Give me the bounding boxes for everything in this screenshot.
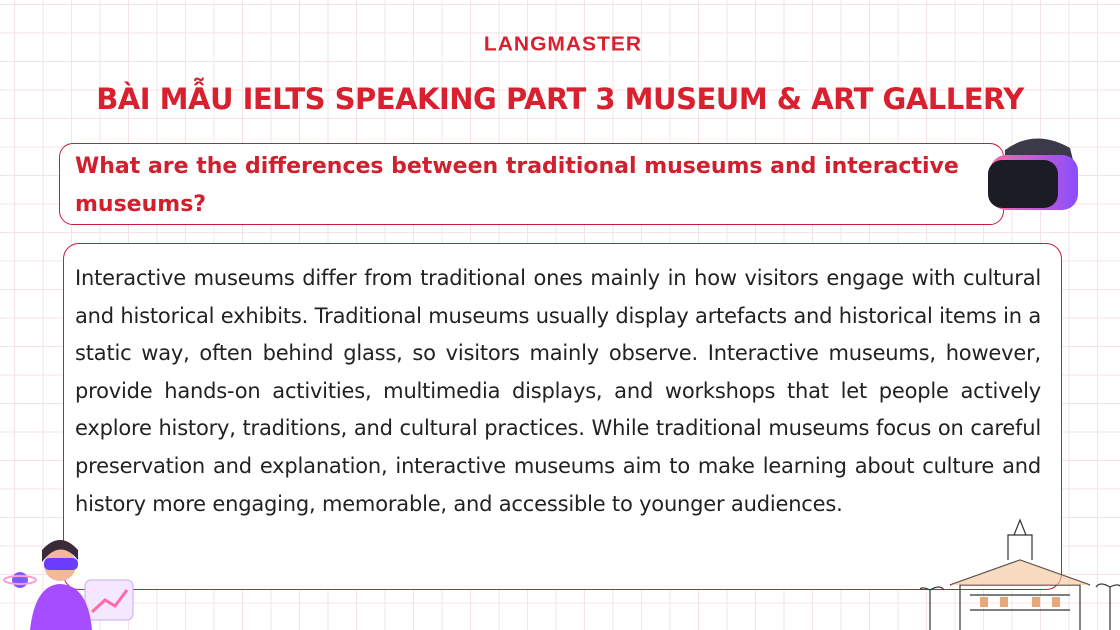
question-text: What are the differences between traditional museums and interactive museums? — [75, 154, 959, 217]
vr-headset-icon — [985, 130, 1085, 220]
answer-text: Interactive museums differ from traditional ones mainly in how visitors engage with cultural and historical exhibits. Traditional museums usually display artefacts and historical items in a static way, often behind glass, so visitors mainly observe. Interactive museums, however, provide hands-on activities, multimedia displays, and workshops that let people actively explore history, traditions, and cultural practices. While traditional museums focus on careful preservation and explanation, interactive museums aim to make learning about culture and history more engaging, memorable, and accessible to younger audiences. — [75, 266, 1041, 516]
museum-building-illustration — [920, 515, 1120, 630]
brand-logo: LANGMASTER — [483, 33, 643, 56]
page-title: BÀI MẪU IELTS SPEAKING PART 3 MUSEUM & ART GALLERY — [96, 82, 1024, 116]
question-box — [59, 143, 1004, 225]
vr-girl-illustration — [0, 520, 140, 630]
answer-box — [63, 243, 1062, 590]
